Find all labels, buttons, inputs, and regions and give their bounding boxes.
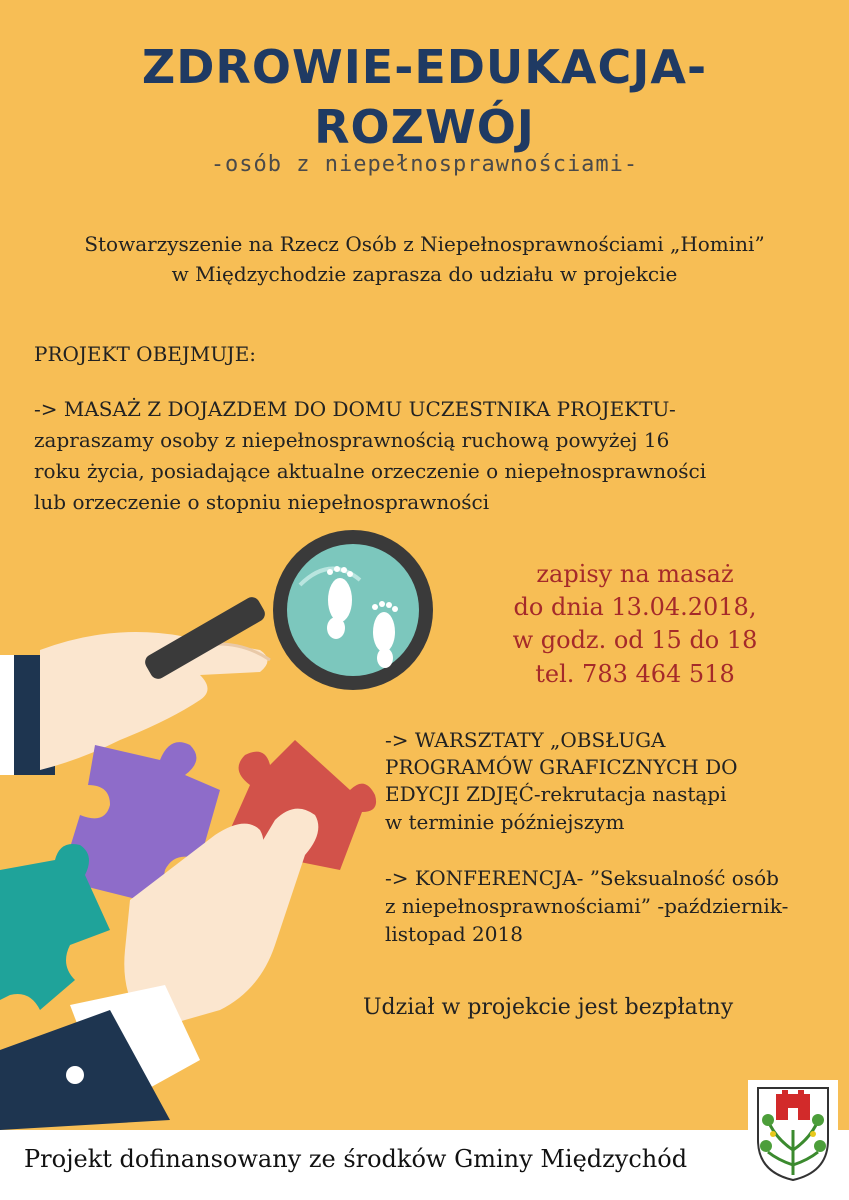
- coat-of-arms: [748, 1080, 838, 1185]
- workshops-line-3: EDYCJI ZDJĘĆ-rekrutacja nastąpi: [385, 782, 727, 806]
- free-participation-note: Udział w projekcie jest bezpłatny: [363, 995, 734, 1020]
- title-line-2: ROZWÓJ: [314, 100, 535, 154]
- subtitle: -osób z niepełnosprawnościami-: [210, 152, 639, 177]
- footer-text: Projekt dofinansowany ze środków Gminy Międzychód: [24, 1145, 688, 1173]
- registration-line-1: zapisy na masaż: [536, 560, 734, 588]
- conference-line-3: listopad 2018: [385, 922, 523, 946]
- registration-line-3: w godz. od 15 do 18: [512, 626, 758, 654]
- hand-icon: [0, 632, 270, 775]
- workshops-line-1: -> WARSZTATY „OBSŁUGA: [385, 728, 666, 752]
- massage-line-3: roku życia, posiadające aktualne orzeczenie o niepełnosprawności: [34, 459, 707, 483]
- registration-line-2: do dnia 13.04.2018,: [513, 593, 757, 621]
- conference-line-2: z niepełnosprawnościami” -październik-: [385, 894, 789, 918]
- intro-line-2: w Międzychodzie zaprasza do udziału w projekcie: [171, 262, 678, 286]
- massage-line-1: -> MASAŻ Z DOJAZDEM DO DOMU UCZESTNIKA PROJEKTU-: [34, 397, 676, 421]
- title-line-1: ZDROWIE-EDUKACJA-: [141, 40, 708, 94]
- intro-line-1: Stowarzyszenie na Rzecz Osób z Niepełnosprawnościami „Homini”: [84, 232, 765, 256]
- workshops-line-4: w terminie późniejszym: [385, 810, 625, 834]
- registration-phone: tel. 783 464 518: [535, 660, 735, 688]
- coat-of-arms-icon: [748, 1080, 838, 1185]
- workshops-line-2: PROGRAMÓW GRAFICZNYCH DO: [385, 755, 738, 779]
- massage-line-4: lub orzeczenie o stopniu niepełnosprawności: [34, 490, 490, 514]
- project-heading: PROJEKT OBEJMUJE:: [34, 342, 257, 366]
- conference-line-1: -> KONFERENCJA- ”Seksualność osób: [385, 866, 779, 890]
- massage-line-2: zapraszamy osoby z niepełnosprawnością ruchową powyżej 16: [34, 428, 670, 452]
